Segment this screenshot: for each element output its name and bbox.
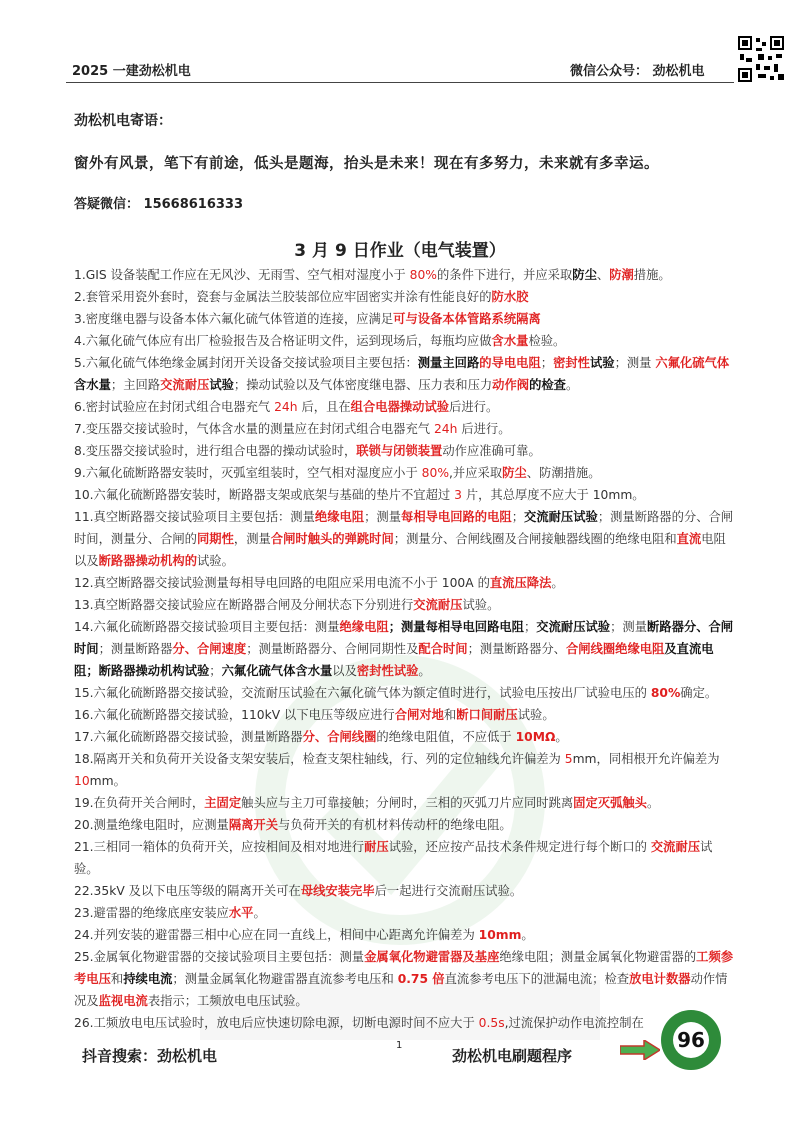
list-item bbox=[74, 418, 734, 440]
item-text-segment: 10MΩ bbox=[515, 730, 556, 744]
item-text-segment: ；测量分、合闸线圈及合闸接触器线圈的绝缘电阻和 bbox=[393, 532, 677, 546]
list-item bbox=[74, 330, 734, 352]
page-number: 1 bbox=[396, 1040, 403, 1051]
arrow-right-icon bbox=[620, 1040, 660, 1060]
page-title: 3 月 9 日作业（电气装置） bbox=[294, 241, 506, 261]
item-text-segment: 后，且在 bbox=[297, 400, 351, 414]
item-text-segment: 工频参考电压 bbox=[74, 950, 734, 986]
item-text-segment: ；测量断路器的分、合闸时间，测量分、合闸的 bbox=[74, 510, 734, 546]
item-text-segment: ； bbox=[540, 356, 554, 370]
item-text-segment: ,过流保护动作电流控制在 bbox=[504, 1016, 644, 1030]
item-text-segment: 防潮 bbox=[609, 268, 634, 282]
item-text-segment: 18.隔离开关和负荷开关设备支架安装后，检查支架柱轴线，行、列的定位轴线允许偏差为 bbox=[74, 752, 565, 766]
item-text-segment: 24h bbox=[433, 422, 458, 436]
item-text-segment: ,并应采取 bbox=[449, 466, 503, 480]
item-text-segment: 25.金属氧化物避雷器的交接试验项目主要包括：测量 bbox=[74, 950, 365, 964]
item-text-segment: 密封性 bbox=[553, 356, 590, 370]
list-item bbox=[74, 286, 734, 308]
item-text-segment: ；测量断路器 bbox=[98, 642, 173, 656]
item-text-segment: 触头应与主刀可靠接触；分闸时，三相的灭弧刀片应同时跳离 bbox=[241, 796, 574, 810]
item-text-segment: 表指示；工频放电电压试验。 bbox=[147, 994, 308, 1008]
item-text-segment: 7.变压器交接试验时，气体含水量的测量应在封闭式组合电器充气 bbox=[74, 422, 434, 436]
item-text-segment: 试验。 bbox=[462, 598, 500, 612]
item-text-segment: 试验 bbox=[209, 378, 234, 392]
item-text-segment: 防水胶 bbox=[491, 290, 529, 304]
item-text-segment: 断路器分、合闸时间 bbox=[74, 620, 734, 656]
item-text-segment: ； bbox=[209, 664, 222, 678]
item-text-segment: 16.六氟化硫断路器交接试验，110kV 以下电压等级应进行 bbox=[74, 708, 395, 722]
list-item bbox=[74, 924, 734, 946]
item-text-segment: 15.六氟化硫断路器交接试验，交流耐压试验在六氟化硫气体为额定值时进行，试验电压按出厂试验电压的 bbox=[74, 686, 651, 700]
item-text-segment: 水平 bbox=[228, 906, 254, 920]
item-text-segment: 22.35kV 及以下电压等级的隔离开关可在 bbox=[74, 884, 301, 898]
item-text-segment: 13.真空断路器交接试验应在断路器合闸及分闸状态下分别进行 bbox=[74, 598, 414, 612]
item-text-segment: 直流压降法 bbox=[489, 576, 552, 590]
item-text-segment: 3.密度继电器与设备本体六氟化硫气体管道的连接，应满足 bbox=[74, 312, 394, 326]
item-text-segment: 10mm bbox=[478, 928, 522, 942]
item-text-segment: 17.六氟化硫断路器交接试验，测量断路器 bbox=[74, 730, 303, 744]
item-text-segment: mm。 bbox=[89, 774, 126, 788]
list-item bbox=[74, 792, 734, 814]
item-text-segment: 和 bbox=[110, 972, 124, 986]
item-text-segment: 监视电流 bbox=[98, 994, 148, 1008]
list-item bbox=[74, 462, 734, 484]
item-text-segment: ； bbox=[511, 510, 525, 524]
item-text-segment: 5 bbox=[564, 752, 573, 766]
item-text-segment: 10.六氟化硫断路器安装时，断路器支架或底架与基础的垫片不宜超过 bbox=[74, 488, 455, 502]
list-item bbox=[74, 902, 734, 924]
item-text-segment: 检验。 bbox=[528, 334, 566, 348]
item-text-segment: 11.真空断路器交接试验项目主要包括：测量 bbox=[74, 510, 315, 524]
item-text-segment: 3 bbox=[454, 488, 462, 502]
item-text-segment: 动作应准确可靠。 bbox=[442, 444, 541, 458]
item-text-segment: ，测量 bbox=[233, 532, 271, 546]
item-text-segment: 10 bbox=[74, 774, 90, 788]
item-text-segment: 措施。 bbox=[633, 268, 671, 282]
item-text-segment: 组合电器操动试验 bbox=[350, 400, 450, 414]
item-text-segment: 80% bbox=[421, 466, 450, 480]
item-text-segment: 绝缘电阻；测量金属氧化物避雷器的 bbox=[499, 950, 697, 964]
item-text-segment: 放电计数器 bbox=[629, 972, 691, 986]
item-text-segment: 试验，还应按产品技术条件规定进行每个断口的 bbox=[388, 840, 651, 854]
item-text-segment: 联锁与闭锁装置 bbox=[356, 444, 443, 458]
item-text-segment: 六氟化硫气体 bbox=[655, 356, 730, 370]
item-text-segment: 试验。 bbox=[517, 708, 555, 722]
item-text-segment: 24.并列安装的避雷器三相中心应在同一直线上，相间中心距离允许偏差为 bbox=[74, 928, 479, 942]
item-text-segment: 隔离开关 bbox=[228, 818, 279, 832]
list-item bbox=[74, 308, 734, 330]
item-text-segment: 14.六氟化硫断路器交接试验项目主要包括：测量 bbox=[74, 620, 340, 634]
item-text-segment: 6.密封试验应在封闭式组合电器充气 bbox=[74, 400, 275, 414]
page-header bbox=[0, 0, 800, 88]
item-text-segment: 主固定 bbox=[204, 796, 242, 810]
item-text-segment: 以及 bbox=[332, 664, 357, 678]
item-text-segment: 。 bbox=[521, 928, 534, 942]
list-item bbox=[74, 440, 734, 462]
item-text-segment: 、防潮措施。 bbox=[526, 466, 601, 480]
item-text-segment: 直流参考电压下的泄漏电流；检查 bbox=[444, 972, 630, 986]
item-text-segment: 交流耐压试验 bbox=[524, 510, 598, 524]
item-text-segment: 绝缘电阻 bbox=[314, 510, 365, 524]
item-text-segment: 金属氧化物避雷器及基座 bbox=[364, 950, 500, 964]
item-text-segment: 后进行。 bbox=[457, 422, 511, 436]
item-text-segment: 21.三相同一箱体的负荷开关，应按相间及相对地进行 bbox=[74, 840, 365, 854]
item-text-segment: 的绝缘电阻值，不应低于 bbox=[376, 730, 516, 744]
item-text-segment: 动作情况及 bbox=[74, 972, 728, 1008]
item-text-segment: ；测量 bbox=[610, 620, 647, 634]
item-text-segment: ；测量 bbox=[614, 356, 656, 370]
item-text-segment: 分、合闸速度 bbox=[172, 642, 247, 656]
message-heading: 劲松机电寄语： bbox=[74, 113, 172, 129]
item-text-segment: 交流耐压试验 bbox=[536, 620, 611, 634]
list-item bbox=[74, 594, 734, 616]
item-text-segment: 耐压 bbox=[364, 840, 389, 854]
list-item bbox=[74, 682, 734, 704]
item-text-segment: ；主回路 bbox=[110, 378, 161, 392]
item-text-segment: ；测量金属氧化物避雷器直流参考电压和 bbox=[172, 972, 398, 986]
item-text-segment: 后一起进行交流耐压试验。 bbox=[374, 884, 523, 898]
item-text-segment: 80% bbox=[409, 268, 437, 282]
header-brand: 2025 一建劲松机电 bbox=[72, 64, 191, 79]
item-text-segment: 交流耐压 bbox=[650, 840, 701, 854]
list-item bbox=[74, 616, 734, 682]
item-text-segment: 配合时间 bbox=[418, 642, 468, 656]
item-text-segment: 的导电电阻 bbox=[479, 356, 541, 370]
motto-text: 窗外有风景，笔下有前途，低头是题海，抬头是未来！现在有多努力，未来就有多幸运。 bbox=[74, 156, 659, 172]
item-text-segment: 、 bbox=[596, 268, 610, 282]
list-item bbox=[74, 814, 734, 836]
item-text-segment: 0.75 倍 bbox=[397, 972, 445, 986]
item-text-segment: 交流耐压 bbox=[160, 378, 210, 392]
item-text-segment: 。 bbox=[646, 796, 660, 810]
item-text-segment: 断口间耐压 bbox=[456, 708, 518, 722]
item-text-segment: 4.六氟化硫气体应有出厂检验报告及合格证明文件，运到现场后，每瓶均应做 bbox=[74, 334, 492, 348]
item-text-segment: 8.变压器交接试验时，进行组合电器的操动试验时， bbox=[74, 444, 357, 458]
item-text-segment: 19.在负荷开关合闸时， bbox=[74, 796, 205, 810]
item-text-segment: ；测量每相导电回路电阻 bbox=[388, 620, 524, 634]
item-text-segment: 。 bbox=[555, 730, 568, 744]
item-text-segment: ；操动试验以及气体密度继电器、压力表和压力 bbox=[233, 378, 493, 392]
list-item bbox=[74, 748, 734, 792]
item-text-segment: 与负荷开关的有机材料传动杆的绝缘电阻。 bbox=[278, 818, 512, 832]
item-text-segment: ；测量断路器分、合闸同期性及 bbox=[246, 642, 419, 656]
list-item bbox=[74, 946, 734, 1012]
item-text-segment: 的检查 bbox=[529, 378, 566, 392]
item-text-segment: 动作阀 bbox=[492, 378, 530, 392]
item-text-segment: 9.六氟化硫断路器安装时，灭弧室组装时，空气相对湿度应小于 bbox=[74, 466, 422, 480]
item-text-segment: 24h bbox=[274, 400, 298, 414]
item-text-segment: 直流 bbox=[676, 532, 702, 546]
item-text-segment: 26.工频放电电压试验时，放电后应快速切除电源，切断电源时间不应大于 bbox=[74, 1016, 479, 1030]
item-text-segment: 可与设备本体管路系统隔离 bbox=[393, 312, 541, 326]
header-wechat-account: 微信公众号： 劲松机电 bbox=[570, 64, 705, 79]
item-text-segment: ；测量 bbox=[364, 510, 402, 524]
item-text-segment: 密封性试验 bbox=[356, 664, 419, 678]
list-item bbox=[74, 396, 734, 418]
item-text-segment: 确定。 bbox=[680, 686, 718, 700]
item-text-segment: 分、合闸线圈 bbox=[302, 730, 377, 744]
item-text-segment: 合闸线圈绝缘电阻 bbox=[565, 642, 665, 656]
item-text-segment: 含水量 bbox=[491, 334, 529, 348]
item-text-segment: 0.5s bbox=[478, 1016, 505, 1030]
item-text-segment: ； bbox=[523, 620, 537, 634]
item-text-segment: 的条件下进行，并应采取 bbox=[436, 268, 573, 282]
list-item bbox=[74, 352, 734, 396]
item-text-segment: 含水量 bbox=[74, 378, 111, 392]
item-text-segment: 合闸对地 bbox=[394, 708, 444, 722]
item-text-segment: 12.真空断路器交接试验测量每相导电回路的电阻应采用电流不小于 100A 的 bbox=[74, 576, 490, 590]
list-item bbox=[74, 572, 734, 594]
item-text-segment: 交流耐压 bbox=[413, 598, 463, 612]
header-divider bbox=[66, 82, 734, 83]
qr-code-icon[interactable] bbox=[736, 34, 786, 84]
item-text-segment: 每相导电回路的电阻 bbox=[401, 510, 512, 524]
item-text-segment: 后进行。 bbox=[449, 400, 499, 414]
item-text-segment: 20.测量绝缘电阻时，应测量 bbox=[74, 818, 229, 832]
list-item bbox=[74, 726, 734, 748]
item-text-segment: 六氟化硫气体含水量 bbox=[221, 664, 333, 678]
item-text-segment: 试验。 bbox=[197, 554, 234, 568]
item-text-segment: 。 bbox=[418, 664, 431, 678]
item-text-segment: mm，同相根开允许偏差为 bbox=[572, 752, 720, 766]
item-text-segment: 试验 bbox=[589, 356, 615, 370]
qa-wechat: 答疑微信： 15668616333 bbox=[74, 197, 244, 212]
item-text-segment: 。 bbox=[551, 576, 564, 590]
homework-list bbox=[74, 264, 734, 1034]
list-item bbox=[74, 836, 734, 880]
item-text-segment: 防尘 bbox=[572, 268, 597, 282]
item-text-segment: 测量主回路 bbox=[417, 356, 480, 370]
item-text-segment: 片，其总厚度不应大于 10mm。 bbox=[461, 488, 645, 502]
item-text-segment: 合闸时触头的弹跳时间 bbox=[270, 532, 394, 546]
list-item bbox=[74, 506, 734, 572]
item-text-segment: 。 bbox=[253, 906, 266, 920]
item-text-segment: ；断路器操动机构试验 bbox=[86, 664, 210, 678]
quiz-program-text[interactable]: 劲松机电刷题程序 bbox=[452, 1047, 573, 1065]
item-text-segment: 防尘 bbox=[502, 466, 527, 480]
item-text-segment: 同期性 bbox=[196, 532, 234, 546]
list-item bbox=[74, 264, 734, 286]
item-text-segment: 。 bbox=[565, 378, 579, 392]
list-item bbox=[74, 704, 734, 726]
item-text-segment: 23.避雷器的绝缘底座安装应 bbox=[74, 906, 229, 920]
item-text-segment: 及直流电阻 bbox=[74, 642, 714, 678]
list-item bbox=[74, 1012, 734, 1034]
item-text-segment: 绝缘电阻 bbox=[339, 620, 389, 634]
item-text-segment: 5.六氟化硫气体绝缘金属封闭开关设备交接试验项目主要包括： bbox=[74, 356, 418, 370]
item-text-segment: 母线安装完毕 bbox=[300, 884, 375, 898]
list-item bbox=[74, 880, 734, 902]
badge-number: 96 bbox=[677, 1028, 705, 1052]
item-text-segment: 持续电流 bbox=[123, 972, 173, 986]
item-text-segment: 试验。 bbox=[74, 840, 713, 876]
list-item bbox=[74, 484, 734, 506]
item-text-segment: 断路器操动机构的 bbox=[98, 554, 197, 568]
item-text-segment: 1.GIS 设备装配工作应在无风沙、无雨雪、空气相对湿度小于 bbox=[74, 268, 410, 282]
douyin-search-text: 抖音搜索：劲松机电 bbox=[82, 1047, 218, 1065]
item-text-segment: 和 bbox=[443, 708, 457, 722]
mini-program-badge-icon[interactable] bbox=[658, 1000, 724, 1076]
item-text-segment: 80% bbox=[650, 686, 681, 700]
item-text-segment: 2.套管采用瓷外套时，瓷套与金属法兰胶装部位应牢固密实并涂有性能良好的 bbox=[74, 290, 492, 304]
item-text-segment: 电阻以及 bbox=[74, 532, 726, 568]
item-text-segment: ；测量断路器分、 bbox=[467, 642, 566, 656]
item-text-segment: 固定灭弧触头 bbox=[573, 796, 647, 810]
